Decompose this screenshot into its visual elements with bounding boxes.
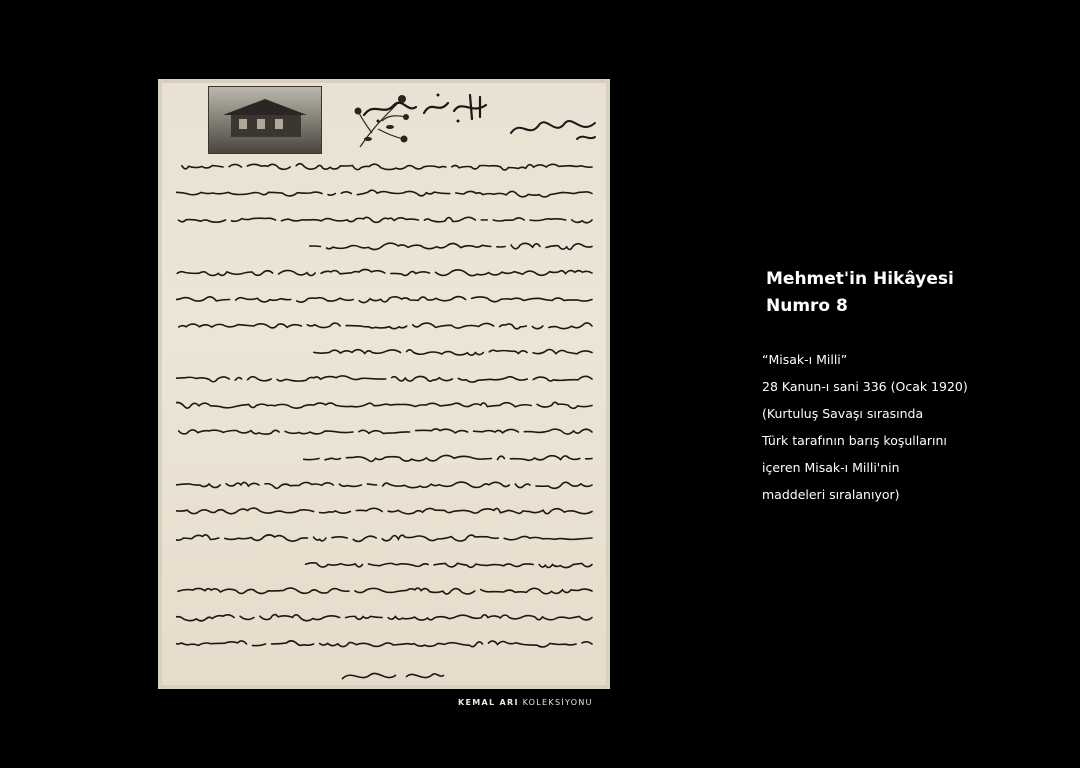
caption-line: “Misak-ı Milli” xyxy=(762,352,848,367)
building-photo xyxy=(208,86,322,154)
house-window xyxy=(257,119,265,129)
story-caption xyxy=(762,346,968,508)
script-line xyxy=(176,588,592,594)
script-line xyxy=(176,297,592,303)
house-roof xyxy=(223,99,307,115)
credit-light: KOLEKSİYONU xyxy=(522,698,593,707)
document-image xyxy=(158,79,610,689)
mehmedin-hikayesi-script xyxy=(507,111,599,147)
caption-line: maddeleri sıralanıyor) xyxy=(762,487,900,502)
caption-line: içeren Misak-ı Milli'nin xyxy=(762,460,900,475)
script-line xyxy=(179,429,592,434)
script-line xyxy=(314,349,592,355)
script-line xyxy=(176,641,592,647)
script-line xyxy=(176,376,592,382)
document-paper xyxy=(162,83,606,685)
handwritten-text-lines xyxy=(176,157,596,677)
script-line xyxy=(306,563,593,568)
story-title-line1: Mehmet'in Hikâyesi xyxy=(766,269,954,289)
caption-line: (Kurtuluş Savaşı sırasında xyxy=(762,406,924,421)
script-line xyxy=(176,615,592,621)
misak-i-milli-script-title xyxy=(354,91,494,125)
credit-strong: KEMAL ARI xyxy=(458,698,519,707)
script-line xyxy=(179,323,592,329)
script-line xyxy=(176,402,592,408)
script-line xyxy=(177,269,592,275)
document-date-script xyxy=(336,665,446,687)
script-line xyxy=(176,508,592,514)
script-line xyxy=(176,164,592,170)
story-title xyxy=(766,266,954,320)
story-title-line2: Numro 8 xyxy=(766,296,848,316)
script-line xyxy=(176,190,592,197)
script-line xyxy=(176,482,592,488)
caption-line: Türk tarafının barış koşullarını xyxy=(762,433,947,448)
caption-line: 28 Kanun-ı sani 336 (Ocak 1920) xyxy=(762,379,968,394)
script-line xyxy=(179,217,593,223)
collection-credit xyxy=(458,698,593,707)
house-window xyxy=(239,119,247,129)
script-line xyxy=(310,243,592,249)
house-window xyxy=(275,119,283,129)
script-line xyxy=(176,535,592,542)
script-line xyxy=(304,455,592,461)
